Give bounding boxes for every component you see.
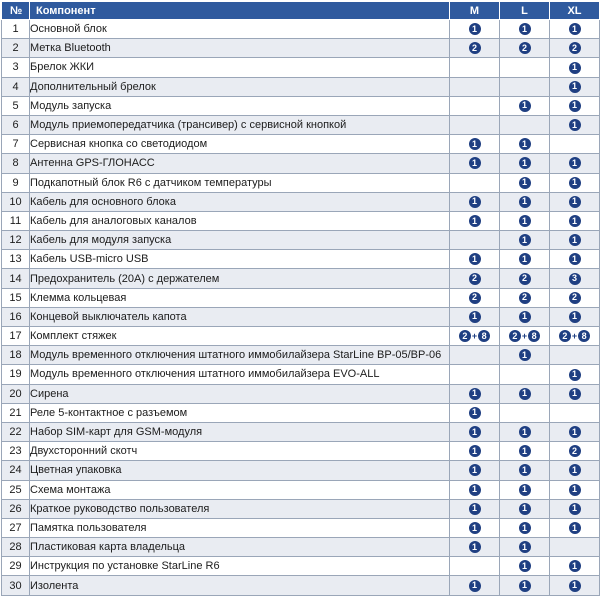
component-name: Набор SIM-карт для GSM-модуля [30,422,450,441]
qty-badge: 1 [469,445,481,457]
qty-badge: 1 [569,196,581,208]
qty-xl [550,538,600,557]
qty-m [450,135,500,154]
qty-l [500,557,550,576]
qty-badge: 1 [469,464,481,476]
qty-badge: 1 [519,503,531,515]
component-name: Кабель для модуля запуска [30,231,450,250]
qty-m [450,20,500,39]
qty-badge: 2 [469,42,481,54]
table-row [2,538,600,557]
qty-badge: 1 [569,388,581,400]
qty-badge: 1 [519,215,531,227]
qty-xl [550,269,600,288]
header-m: M [450,2,500,20]
qty-badge: 1 [519,349,531,361]
qty-badge: 8 [478,330,490,342]
row-number: 15 [2,288,30,307]
qty-l [500,154,550,173]
qty-badge: 1 [469,138,481,150]
qty-xl [550,173,600,192]
table-row [2,327,600,346]
qty-l [500,20,550,39]
row-number: 5 [2,96,30,115]
qty-badge: 2 [519,292,531,304]
qty-xl [550,192,600,211]
qty-m [450,173,500,192]
qty-badge: 1 [469,580,481,592]
qty-badge: 1 [519,234,531,246]
qty-l [500,442,550,461]
table-row [2,77,600,96]
qty-m [450,442,500,461]
qty-badge: 2 [519,42,531,54]
qty-badge: 1 [519,138,531,150]
plus-sign: + [521,331,528,342]
component-name: Кабель для основного блока [30,192,450,211]
table-row [2,365,600,384]
qty-badge: 1 [569,100,581,112]
qty-badge: 1 [519,196,531,208]
qty-l [500,576,550,595]
qty-badge: 1 [569,580,581,592]
qty-xl [550,288,600,307]
component-name: Пластиковая карта владельца [30,538,450,557]
row-number: 22 [2,422,30,441]
qty-badge: 2 [569,445,581,457]
qty-xl [550,58,600,77]
qty-badge: 1 [519,464,531,476]
qty-badge: 2 [469,273,481,285]
qty-badge: 2 [569,292,581,304]
table-row [2,192,600,211]
qty-xl [550,96,600,115]
row-number: 25 [2,480,30,499]
table-row [2,480,600,499]
row-number: 30 [2,576,30,595]
qty-badge: 1 [519,580,531,592]
table-row [2,20,600,39]
qty-xl [550,365,600,384]
qty-m [450,480,500,499]
qty-l [500,173,550,192]
qty-m [450,154,500,173]
qty-badge: 1 [569,23,581,35]
qty-badge: 2 [509,330,521,342]
component-name: Брелок ЖКИ [30,58,450,77]
qty-badge: 2 [469,292,481,304]
component-name: Изолента [30,576,450,595]
row-number: 19 [2,365,30,384]
row-number: 27 [2,518,30,537]
qty-l [500,346,550,365]
qty-m [450,231,500,250]
qty-m [450,39,500,58]
qty-xl [550,115,600,134]
row-number: 3 [2,58,30,77]
qty-badge: 1 [569,484,581,496]
component-name: Метка Bluetooth [30,39,450,58]
qty-badge: 1 [519,426,531,438]
qty-badge: 1 [569,81,581,93]
qty-l [500,96,550,115]
component-name: Краткое руководство пользователя [30,499,450,518]
qty-m [450,346,500,365]
row-number: 17 [2,327,30,346]
qty-badge: 1 [569,369,581,381]
component-name: Модуль временного отключения штатного иммобилайзера StarLine BP-05/BP-06 [30,346,450,365]
qty-xl [550,77,600,96]
qty-m [450,307,500,326]
row-number: 9 [2,173,30,192]
component-name: Инструкция по установке StarLine R6 [30,557,450,576]
qty-xl [550,403,600,422]
qty-l [500,135,550,154]
qty-l [500,384,550,403]
qty-m [450,96,500,115]
qty-m [450,499,500,518]
qty-xl [550,384,600,403]
qty-badge: 8 [528,330,540,342]
qty-badge: 2 [459,330,471,342]
qty-badge: 1 [569,522,581,534]
qty-l [500,403,550,422]
row-number: 28 [2,538,30,557]
component-name: Предохранитель (20А) с держателем [30,269,450,288]
qty-xl [550,250,600,269]
table-row [2,269,600,288]
qty-m [450,422,500,441]
row-number: 21 [2,403,30,422]
qty-combo [509,330,540,342]
table-row [2,442,600,461]
component-name: Концевой выключатель капота [30,307,450,326]
component-name: Кабель USB-micro USB [30,250,450,269]
qty-badge: 1 [519,23,531,35]
qty-badge: 1 [519,177,531,189]
qty-badge: 2 [569,42,581,54]
qty-l [500,77,550,96]
qty-badge: 1 [469,388,481,400]
qty-badge: 1 [469,541,481,553]
qty-l [500,115,550,134]
qty-badge: 2 [559,330,571,342]
qty-badge: 1 [569,177,581,189]
table-row [2,231,600,250]
row-number: 10 [2,192,30,211]
qty-m [450,192,500,211]
table-row [2,211,600,230]
component-name: Памятка пользователя [30,518,450,537]
qty-m [450,250,500,269]
qty-badge: 1 [569,234,581,246]
qty-m [450,211,500,230]
qty-badge: 1 [469,311,481,323]
row-number: 20 [2,384,30,403]
component-name: Сирена [30,384,450,403]
component-name: Клемма кольцевая [30,288,450,307]
qty-l [500,58,550,77]
qty-xl [550,499,600,518]
qty-xl [550,211,600,230]
table-row [2,96,600,115]
table-row [2,288,600,307]
qty-xl [550,231,600,250]
qty-m [450,518,500,537]
header-number: № [2,2,30,20]
qty-m [450,269,500,288]
qty-badge: 1 [519,253,531,265]
qty-combo [459,330,490,342]
qty-badge: 1 [569,464,581,476]
table-row [2,39,600,58]
components-table [1,1,600,596]
qty-badge: 2 [519,273,531,285]
qty-xl [550,557,600,576]
qty-l [500,288,550,307]
component-name: Комплект стяжек [30,327,450,346]
qty-l [500,327,550,346]
qty-xl [550,327,600,346]
table-row [2,461,600,480]
component-name: Цветная упаковка [30,461,450,480]
qty-l [500,518,550,537]
qty-badge: 1 [569,560,581,572]
row-number: 8 [2,154,30,173]
qty-badge: 1 [569,253,581,265]
qty-xl [550,135,600,154]
qty-badge: 1 [519,484,531,496]
qty-badge: 1 [519,388,531,400]
qty-badge: 1 [469,23,481,35]
qty-m [450,365,500,384]
qty-badge: 1 [469,407,481,419]
row-number: 13 [2,250,30,269]
table-header-row [2,2,600,20]
qty-badge: 1 [569,311,581,323]
qty-xl [550,442,600,461]
qty-badge: 1 [569,503,581,515]
row-number: 4 [2,77,30,96]
qty-m [450,384,500,403]
row-number: 1 [2,20,30,39]
component-name: Сервисная кнопка со светодиодом [30,135,450,154]
component-name: Подкапотный блок R6 с датчиком температуры [30,173,450,192]
qty-l [500,307,550,326]
qty-l [500,269,550,288]
table-row [2,557,600,576]
component-name: Модуль запуска [30,96,450,115]
qty-badge: 1 [469,215,481,227]
qty-badge: 1 [519,541,531,553]
qty-badge: 1 [569,62,581,74]
qty-l [500,365,550,384]
qty-badge: 1 [569,157,581,169]
row-number: 24 [2,461,30,480]
row-number: 14 [2,269,30,288]
qty-xl [550,576,600,595]
qty-l [500,480,550,499]
qty-xl [550,518,600,537]
table-body [2,20,600,596]
qty-badge: 1 [519,100,531,112]
qty-badge: 1 [469,426,481,438]
row-number: 2 [2,39,30,58]
component-name: Основной блок [30,20,450,39]
table-row [2,422,600,441]
qty-m [450,58,500,77]
qty-badge: 1 [469,484,481,496]
qty-m [450,115,500,134]
row-number: 29 [2,557,30,576]
component-name: Модуль приемопередатчика (трансивер) с сервисной кнопкой [30,115,450,134]
qty-badge: 1 [469,522,481,534]
plus-sign: + [571,331,578,342]
qty-l [500,211,550,230]
qty-xl [550,307,600,326]
qty-l [500,231,550,250]
table-row [2,58,600,77]
qty-badge: 8 [578,330,590,342]
row-number: 6 [2,115,30,134]
qty-xl [550,461,600,480]
qty-badge: 1 [569,426,581,438]
component-name: Антенна GPS-ГЛОНАСС [30,154,450,173]
qty-xl [550,20,600,39]
qty-badge: 1 [469,196,481,208]
qty-badge: 1 [569,215,581,227]
qty-m [450,403,500,422]
qty-m [450,557,500,576]
table-row [2,403,600,422]
component-name: Реле 5-контактное с разъемом [30,403,450,422]
row-number: 18 [2,346,30,365]
qty-m [450,77,500,96]
table-row [2,250,600,269]
qty-badge: 1 [469,503,481,515]
table-row [2,346,600,365]
qty-badge: 1 [469,157,481,169]
qty-m [450,327,500,346]
row-number: 23 [2,442,30,461]
component-name: Модуль временного отключения штатного иммобилайзера EVO-ALL [30,365,450,384]
plus-sign: + [471,331,478,342]
header-component: Компонент [30,2,450,20]
component-name: Кабель для аналоговых каналов [30,211,450,230]
table-row [2,135,600,154]
qty-badge: 1 [519,445,531,457]
qty-badge: 1 [569,119,581,131]
qty-xl [550,154,600,173]
table-row [2,154,600,173]
table-row [2,307,600,326]
table-row [2,518,600,537]
qty-badge: 1 [519,157,531,169]
qty-badge: 1 [519,560,531,572]
component-name: Дополнительный брелок [30,77,450,96]
qty-xl [550,480,600,499]
qty-badge: 1 [519,311,531,323]
table-row [2,173,600,192]
qty-m [450,288,500,307]
qty-combo [559,330,590,342]
table-row [2,576,600,595]
component-name: Двухсторонний скотч [30,442,450,461]
qty-l [500,499,550,518]
header-xl: XL [550,2,600,20]
row-number: 11 [2,211,30,230]
qty-l [500,250,550,269]
qty-xl [550,39,600,58]
qty-l [500,461,550,480]
table-row [2,115,600,134]
qty-badge: 3 [569,273,581,285]
qty-m [450,538,500,557]
row-number: 12 [2,231,30,250]
row-number: 7 [2,135,30,154]
qty-l [500,422,550,441]
qty-l [500,192,550,211]
qty-badge: 1 [469,253,481,265]
qty-l [500,39,550,58]
qty-badge: 1 [519,522,531,534]
qty-xl [550,422,600,441]
row-number: 16 [2,307,30,326]
qty-xl [550,346,600,365]
qty-m [450,576,500,595]
qty-l [500,538,550,557]
qty-m [450,461,500,480]
component-name: Схема монтажа [30,480,450,499]
table-row [2,384,600,403]
row-number: 26 [2,499,30,518]
header-l: L [500,2,550,20]
table-row [2,499,600,518]
